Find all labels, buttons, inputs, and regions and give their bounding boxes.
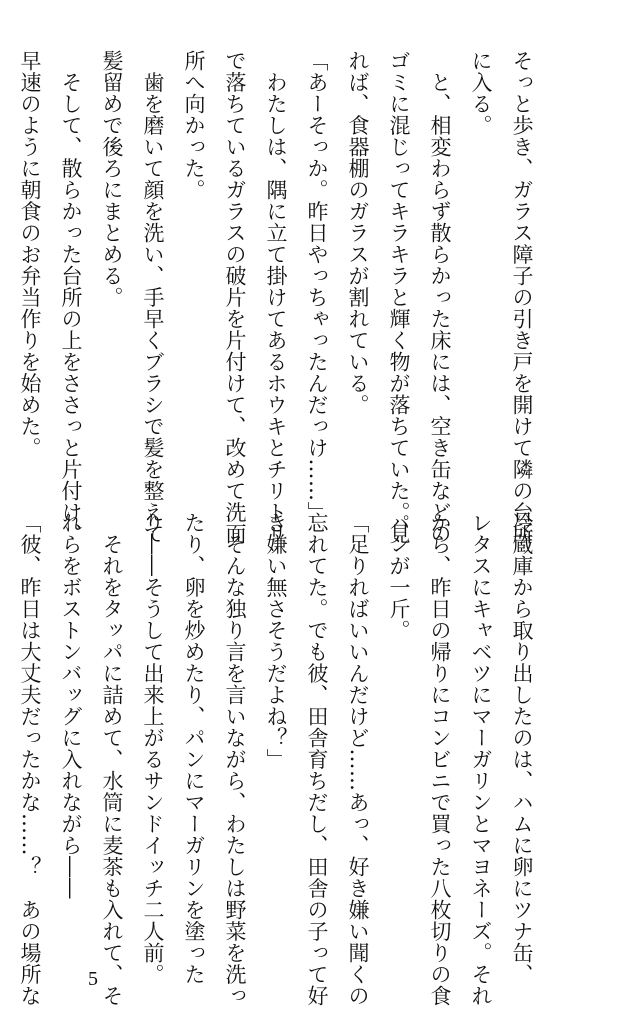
page-number: 5	[88, 968, 98, 990]
text-line: き嫌い無さそうだよね？」	[264, 512, 288, 770]
text-line: 歯を磨いて顔を洗い、手早くブラシで髪を整えて	[141, 50, 165, 545]
text-line: で落ちているガラスの破片を片付けて、改めて洗面	[223, 50, 247, 545]
text-line: 「足りればいいんだけど……あっ、好き嫌い聞くの	[346, 512, 370, 1007]
text-line	[0, 50, 9, 498]
text-line: 早速のように朝食のお弁当作りを始めた。	[18, 50, 42, 459]
text-line: 冷蔵庫から取り出したのは、ハムに卵にツナ缶、	[510, 512, 534, 985]
text-line: と、相変わらず散らかった床には、空き缶などの	[428, 50, 452, 545]
text-line: に入る。	[469, 50, 493, 136]
text-line: レタスにキャベツにマーガリンとマヨネーズ。それ	[469, 512, 493, 1007]
text-line: わたしは、隅に立て掛けてあるホウキとチリトリ	[264, 50, 288, 545]
text-line: そっと歩き、ガラス障子の引き戸を開けて隣の台所	[510, 50, 534, 545]
text-line: ゴミに混じってキラキラと輝く物が落ちていた。見	[387, 50, 411, 545]
text-block-top	[0, 50, 542, 545]
text-line: それをタッパに詰めて、水筒に麦茶も入れて、そ	[100, 512, 124, 1007]
text-line: そんな独り言を言いながら、わたしは野菜を洗っ	[223, 512, 247, 1007]
text-line: 所へ向かった。	[182, 50, 206, 201]
text-line: そして、散らかった台所の上をささっと片付け、	[59, 50, 83, 545]
text-line: 「あーそっか。昨日やっちゃったんだっけ……」	[305, 50, 329, 523]
text-line: れらをボストンバッグに入れながら――	[59, 512, 83, 899]
text-line: 「彼、昨日は大丈夫だったかな……？ あの場所な	[18, 512, 42, 1007]
text-line: り――そうして出来上がるサンドイッチ二人前。	[141, 512, 165, 985]
text-block-bottom	[0, 512, 542, 1007]
text-line: れば、食器棚のガラスが割れている。	[346, 50, 370, 416]
text-line	[0, 512, 9, 960]
text-line: パンが一斤。	[387, 512, 411, 641]
text-line: 忘れてた。でも彼、田舎育ちだし、田舎の子って好	[305, 512, 329, 1007]
text-line: たり、卵を炒めたり、パンにマーガリンを塗った	[182, 512, 206, 985]
text-line: から、昨日の帰りにコンビニで買った八枚切りの食	[428, 512, 452, 1007]
text-line: 髪留めで後ろにまとめる。	[100, 50, 124, 308]
